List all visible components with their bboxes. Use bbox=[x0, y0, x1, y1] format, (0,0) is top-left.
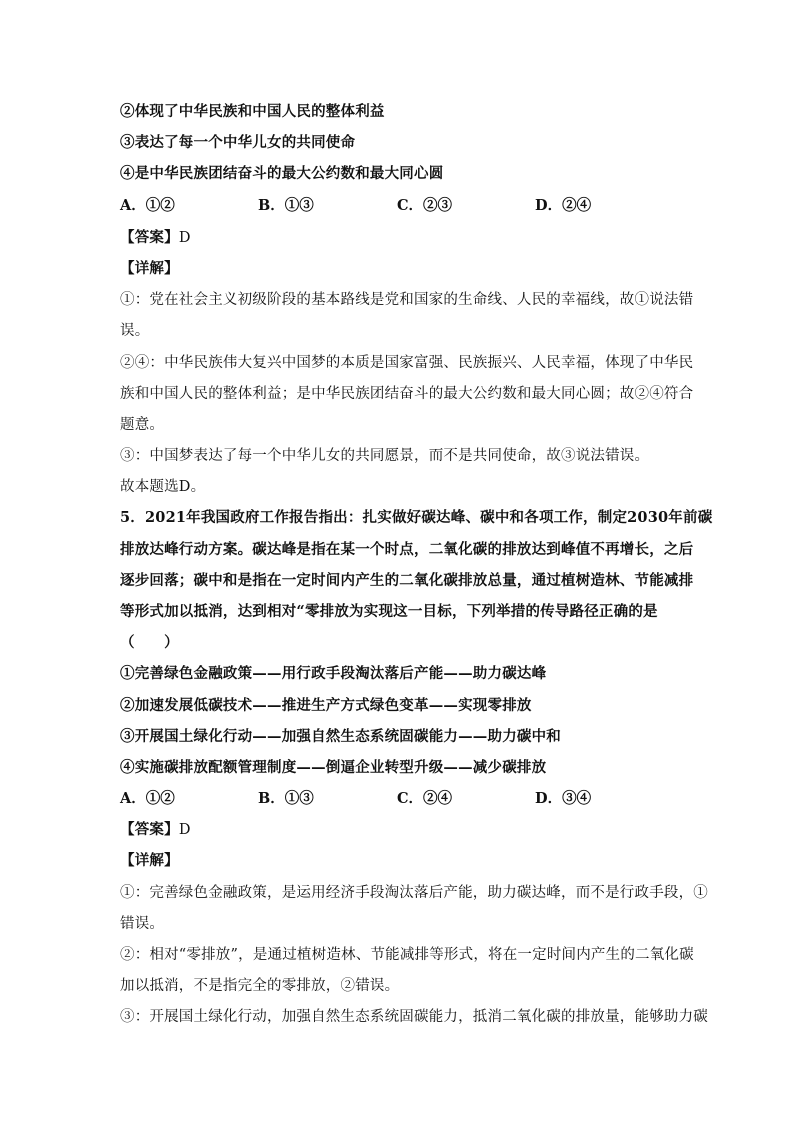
q5-answer-label: 【答案】 bbox=[120, 821, 179, 838]
q5-stem-line: 等形式加以抵消，达到相对“零排放为实现这一目标，下列举措的传导路径正确的是 bbox=[120, 603, 658, 620]
q5-stem-line: 逐步回落；碳中和是指在一定时间内产生的二氧化碳排放总量，通过植树造林、节能减排 bbox=[120, 572, 694, 589]
q4-option-c: C．②③ bbox=[397, 197, 453, 214]
q4-explain-line: ②④：中华民族伟大复兴中国梦的本质是国家富强、民族振兴、人民幸福，体现了中华民 bbox=[120, 355, 694, 371]
q4-option-a: A．①② bbox=[120, 197, 175, 214]
q5-answer-row bbox=[120, 820, 680, 840]
q4-explain-line: ①：党在社会主义初级阶段的基本路线是党和国家的生命线、人民的幸福线，故①说法错 bbox=[120, 292, 694, 308]
q4-statement-2: ②体现了中华民族和中国人民的整体利益 bbox=[120, 103, 385, 120]
q5-stem-blank: （ ） bbox=[120, 634, 179, 651]
q5-stem-line: 排放达峰行动方案。碳达峰是指在某一个时点，二氧化碳的排放达到峰值不再增长，之后 bbox=[120, 541, 694, 558]
q5-explain-line: 加以抵消，不是指完全的零排放，②错误。 bbox=[120, 978, 400, 994]
q5-explain-line: ②：相对“零排放”，是通过植树造林、节能减排等形式，将在一定时间内产生的二氧化碳 bbox=[120, 947, 694, 963]
q4-option-b: B．①③ bbox=[258, 197, 314, 214]
q4-answer-value: D bbox=[178, 230, 191, 246]
q5-answer-value: D bbox=[178, 822, 191, 838]
q4-answer-row bbox=[120, 228, 680, 248]
q5-option-c: C．②④ bbox=[397, 790, 453, 807]
q5-statement-2: ②加速发展低碳技术——推进生产方式绿色变革——实现零排放 bbox=[120, 697, 532, 714]
q4-statement-3: ③表达了每一个中华儿女的共同使命 bbox=[120, 134, 356, 151]
q4-option-d: D．②④ bbox=[535, 197, 592, 214]
q4-explain-line: ③：中国梦表达了每一个中华儿女的共同愿景，而不是共同使命，故③说法错误。 bbox=[120, 448, 650, 464]
q5-option-d: D．③④ bbox=[535, 790, 592, 807]
q5-explain-line: ①：完善绿色金融政策，是运用经济手段淘汰落后产能，助力碳达峰，而不是行政手段，① bbox=[120, 885, 708, 901]
q5-statement-4: ④实施碳排放配额管理制度——倒逼企业转型升级——减少碳排放 bbox=[120, 759, 547, 776]
q4-statement-4: ④是中华民族团结奋斗的最大公约数和最大同心圆 bbox=[120, 165, 444, 182]
q5-option-a: A．①② bbox=[120, 790, 175, 807]
q4-explain-label: 【详解】 bbox=[120, 260, 179, 277]
q4-explain-line: 故本题选D。 bbox=[120, 479, 206, 495]
q5-option-b: B．①③ bbox=[258, 790, 314, 807]
q5-statement-1: ①完善绿色金融政策——用行政手段淘汰落后产能——助力碳达峰 bbox=[120, 665, 547, 682]
q5-stem-line: 5．2021年我国政府工作报告指出：扎实做好碳达峰、碳中和各项工作，制定2030年前碳 bbox=[120, 509, 713, 526]
q4-explain-line: 题意。 bbox=[120, 417, 165, 433]
q5-statement-3: ③开展国土绿化行动——加强自然生态系统固碳能力——助力碳中和 bbox=[120, 728, 561, 745]
q4-answer-label: 【答案】 bbox=[120, 229, 179, 246]
q5-explain-label: 【详解】 bbox=[120, 852, 179, 869]
q4-explain-line: 误。 bbox=[120, 323, 150, 339]
q4-explain-line: 族和中国人民的整体利益；是中华民族团结奋斗的最大公约数和最大同心圆；故②④符合 bbox=[120, 386, 694, 402]
q5-explain-line: 错误。 bbox=[120, 916, 165, 932]
q5-explain-line: ③：开展国土绿化行动，加强自然生态系统固碳能力，抵消二氧化碳的排放量，能够助力碳 bbox=[120, 1009, 708, 1025]
